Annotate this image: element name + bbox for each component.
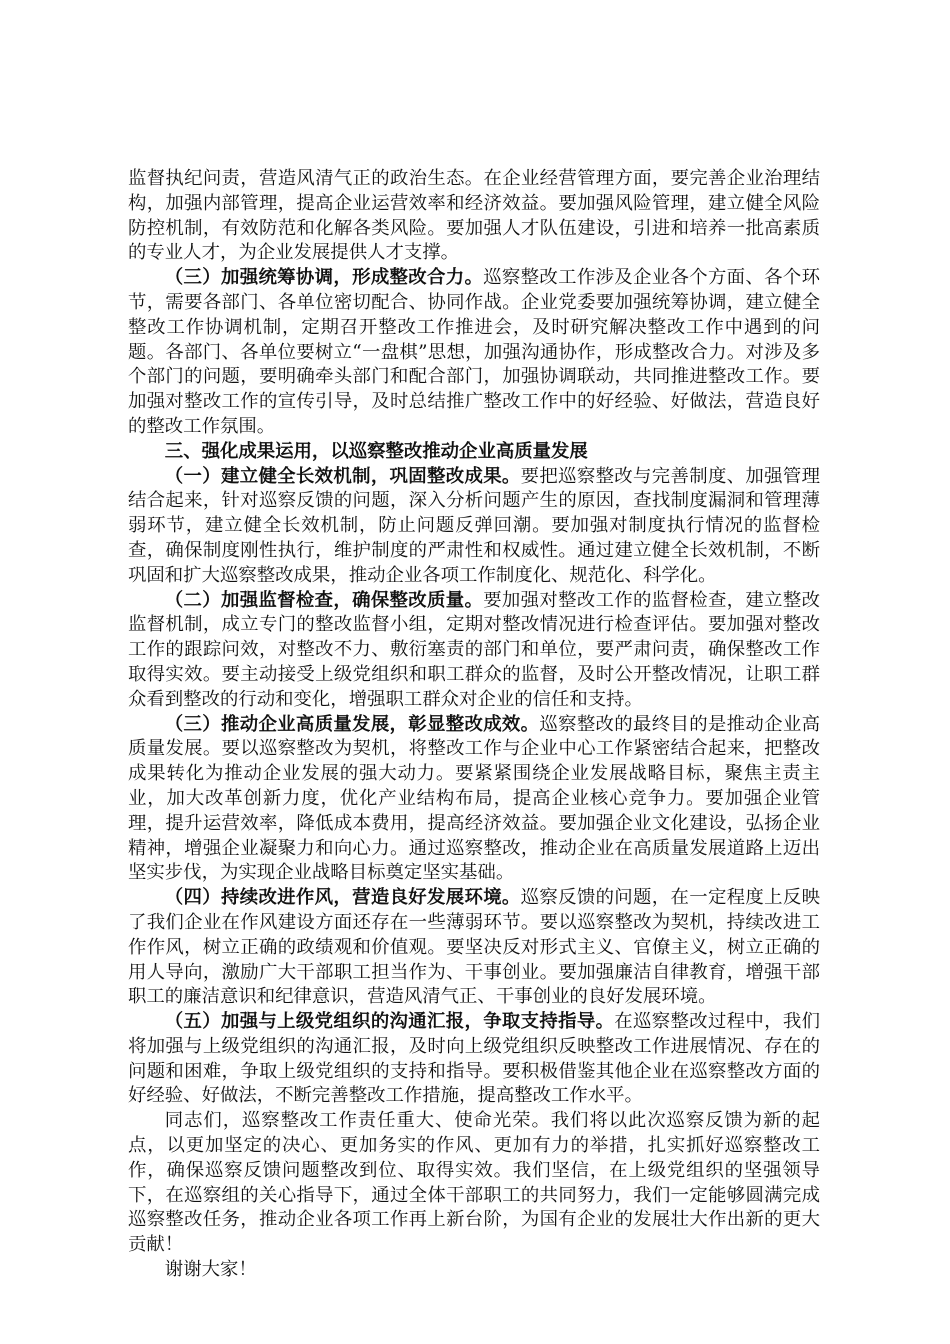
paragraph-supervision [128, 589, 820, 713]
paragraph-text: 同志们，巡察整改工作责任重大、使命光荣。我们将以此次巡察反馈为新的起点，以更加坚定的决心、更加务实的作风、更加有力的举措，扎实抓好巡察整改工作，确保巡察反馈问题整改到位、取得实效。我们坚信，在上级党组织的坚强领导下，在巡察组的关心指导下，通过全体干部职工的共同努力，我们一定能够圆满完成巡察整改任务，推动企业各项工作再上新台阶，为国有企业的发展壮大作出新的更大贡献！ [128, 1110, 820, 1256]
paragraph-text: 监督执纪问责，营造风清气正的政治生态。在企业经营管理方面，要完善企业治理结构，加强内部管理，提高企业运营效率和经济效益。要加强风险管理，建立健全风险防控机制，有效防范和化解各类风险。要加强人才队伍建设，引进和培养一批高素质的专业人才，为企业发展提供人才支撑。 [128, 168, 820, 264]
paragraph-lead: （五）加强与上级党组织的沟通汇报，争取支持指导。 [164, 1011, 615, 1033]
paragraph-lead: （一）建立健全长效机制，巩固整改成果。 [164, 465, 521, 487]
section-heading [128, 440, 820, 465]
paragraph-communication [128, 1010, 820, 1109]
paragraph-text: 谢谢大家！ [164, 1259, 257, 1281]
paragraph-text: 巡察整改工作涉及企业各个方面、各个环节，需要各部门、各单位密切配合、协同作战。企业党委要加强统筹协调，建立健全整改工作协调机制，定期召开整改工作推进会，及时研究解决整改工作中遇到的问题。各部门、各单位要树立“一盘棋”思想，加强沟通协作，形成整改合力。对涉及多个部门的问题，要明确牵头部门和配合部门，加强协调联动，共同推进整改工作。要加强对整改工作的宣传引导，及时总结推广整改工作中的好经验、好做法，营造良好的整改工作氛围。 [128, 267, 820, 437]
paragraph-long-term-mechanism [128, 465, 820, 589]
document-body [128, 167, 820, 1283]
paragraph-lead: （三）加强统筹协调，形成整改合力。 [164, 267, 484, 289]
paragraph-closing [128, 1109, 820, 1258]
paragraph-text: 在巡察整改过程中，我们将加强与上级党组织的沟通汇报，及时向上级党组织反映整改工作进展情况、存在的问题和困难，争取上级党组织的支持和指导。要积极借鉴其他企业在巡察整改方面的好经验、好做法，不断完善整改工作措施，提高整改工作水平。 [128, 1011, 820, 1107]
paragraph-lead: （三）推动企业高质量发展，彰显整改成效。 [164, 713, 540, 735]
paragraph-text: 要加强对整改工作的监督检查，建立整改监督机制，成立专门的整改监督小组，定期对整改情况进行检查评估。要加强对整改工作的跟踪问效，对整改不力、敷衍塞责的部门和单位，要严肃问责，确保整改工作取得实效。要主动接受上级党组织和职工群众的监督，及时公开整改情况，让职工群众看到整改的行动和变化，增强职工群众对企业的信任和支持。 [128, 589, 820, 710]
paragraph-work-style [128, 886, 820, 1010]
paragraph-text: 巡察整改的最终目的是推动企业高质量发展。要以巡察整改为契机，将整改工作与企业中心工作紧密结合起来，把整改成果转化为推动企业发展的强大动力。要紧紧围绕企业发展战略目标，聚焦主责主业，加大改革创新力度，优化产业结构布局，提高企业核心竞争力。要加强企业管理，提升运营效率，降低成本费用，提高经济效益。要加强企业文化建设，弘扬企业精神，增强企业凝聚力和向心力。通过巡察整改，推动企业在高质量发展道路上迈出坚实步伐，为实现企业战略目标奠定坚实基础。 [128, 713, 820, 884]
paragraph-coordination [128, 266, 820, 440]
paragraph-lead: （二）加强监督检查，确保整改质量。 [164, 589, 484, 611]
paragraph-text: 要把巡察整改与完善制度、加强管理结合起来，针对巡察反馈的问题，深入分析问题产生的原因，查找制度漏洞和管理薄弱环节，建立健全长效机制，防止问题反弹回潮。要加强对制度执行情况的监督检查，确保制度刚性执行，维护制度的严肃性和权威性。通过建立健全长效机制，不断巩固和扩大巡察整改成果，推动企业各项工作制度化、规范化、科学化。 [128, 465, 820, 586]
section-heading-text: 三、强化成果运用，以巡察整改推动企业高质量发展 [164, 440, 588, 462]
paragraph-thanks [128, 1258, 820, 1283]
paragraph-continued [128, 167, 820, 266]
paragraph-lead: （四）持续改进作风，营造良好发展环境。 [164, 887, 521, 909]
paragraph-text: 巡察反馈的问题，在一定程度上反映了我们企业在作风建设方面还存在一些薄弱环节。要以巡察整改为契机，持续改进工作作风，树立正确的政绩观和价值观。要坚决反对形式主义、官僚主义，树立正确的用人导向，激励广大干部职工担当作为、干事创业。要加强廉洁自律教育，增强干部职工的廉洁意识和纪律意识，营造风清气正、干事创业的良好发展环境。 [128, 887, 820, 1008]
paragraph-high-quality-development [128, 713, 820, 887]
